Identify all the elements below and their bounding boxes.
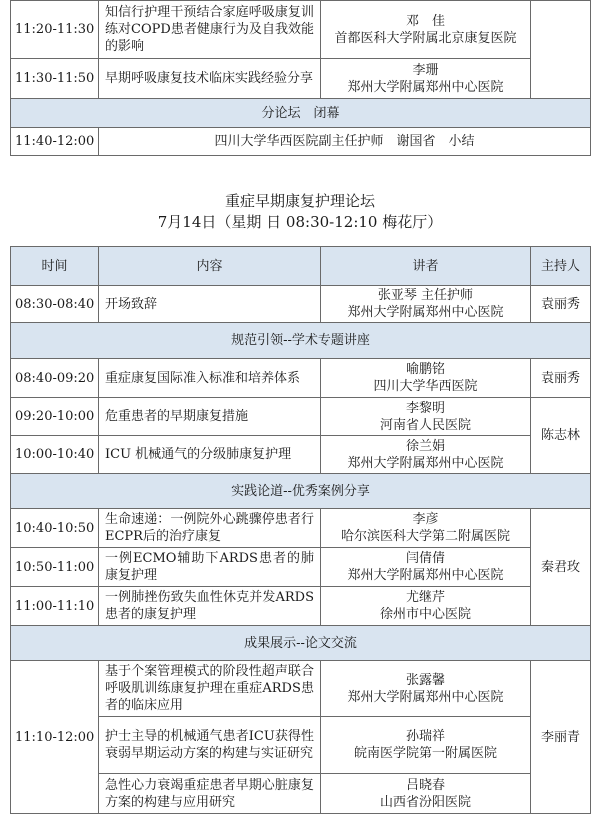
speaker-cell	[321, 717, 531, 774]
content-cell: 知信行护理干预结合家庭呼吸康复训练对COPD患者健康行为及自我效能的影响	[99, 1, 321, 59]
section-row-1	[11, 323, 591, 359]
speaker-org: 徐州市中心医院	[379, 607, 471, 622]
header-speaker: 讲者	[321, 247, 531, 286]
speaker-cell	[321, 1, 531, 59]
speaker-name: 徐兰娟	[405, 438, 445, 454]
speaker-cell	[321, 59, 531, 99]
host-cell: 秦君玫	[531, 509, 591, 626]
table-row	[11, 398, 591, 436]
speaker-cell	[321, 774, 531, 814]
table-row	[11, 548, 591, 587]
closing-summary: 四川大学华西医院副主任护师 谢国省 小结	[99, 128, 591, 156]
content-cell: 急性心力衰竭重症患者早期心脏康复方案的构建与应用研究	[99, 774, 321, 814]
table-row	[11, 1, 591, 59]
content-cell: 护士主导的机械通气患者ICU获得性衰弱早期运动方案的构建与实证研究	[99, 717, 321, 774]
table-row-opening	[11, 286, 591, 323]
host-cell: 陈志林	[531, 398, 591, 474]
content-cell: 重症康复国际准入标准和培养体系	[99, 359, 321, 398]
content-cell: 基于个案管理模式的阶段性超声联合呼吸肌训练康复护理在重症ARDS患者的临床应用	[99, 661, 321, 717]
content-cell: ICU 机械通气的分级肺康复护理	[99, 436, 321, 474]
speaker-org: 四川大学华西医院	[373, 379, 478, 394]
speaker-name: 李黎明	[405, 400, 445, 416]
content-cell: 一例ECMO辅助下ARDS患者的肺康复护理	[99, 548, 321, 587]
speaker-name: 喻鹏铭	[405, 362, 445, 377]
time-cell: 11:30-11:50	[11, 59, 99, 99]
speaker-cell	[321, 359, 531, 398]
speaker-org: 郑州大学附属郑州中心医院	[347, 568, 504, 583]
table-row	[11, 661, 591, 717]
speaker-name: 邓 佳	[405, 13, 445, 29]
speaker-cell	[321, 587, 531, 626]
content-cell: 一例肺挫伤致失血性休克并发ARDS患者的康复护理	[99, 587, 321, 626]
host-cell: 李丽青	[531, 661, 591, 814]
forum-title: 重症早期康复护理论坛	[224, 192, 375, 210]
host-cell: 袁丽秀	[531, 359, 591, 398]
table-row	[11, 509, 591, 548]
table-row	[11, 128, 591, 156]
speaker-name: 孙瑞祥	[405, 729, 445, 744]
section-title: 实践论道--优秀案例分享	[11, 474, 591, 509]
speaker-org: 首都医科大学附属北京康复医院	[334, 30, 517, 46]
header-time: 时间	[11, 247, 99, 286]
speaker-cell	[321, 398, 531, 436]
speaker-org: 哈尔滨医科大学第二附属医院	[340, 529, 510, 544]
speaker-org: 郑州大学附属郑州中心医院	[347, 79, 504, 95]
speaker-org: 河南省人民医院	[379, 417, 471, 433]
time-cell: 09:20-10:00	[11, 398, 99, 436]
time-cell: 08:40-09:20	[11, 359, 99, 398]
section-row-2	[11, 474, 591, 509]
speaker-name: 闫倩倩	[405, 551, 445, 566]
section-row-3	[11, 626, 591, 661]
table-row	[11, 587, 591, 626]
time-cell: 08:30-08:40	[11, 286, 99, 323]
host-cell	[531, 1, 591, 99]
time-cell: 10:00-10:40	[11, 436, 99, 474]
speaker-name: 李珊	[412, 62, 439, 78]
table-row	[11, 59, 591, 99]
speaker-cell	[321, 509, 531, 548]
speaker-org: 郑州大学附属郑州中心医院	[347, 689, 504, 705]
time-cell: 11:20-11:30	[11, 1, 99, 59]
content-cell: 危重患者的早期康复措施	[99, 398, 321, 436]
table-row	[11, 436, 591, 474]
host-cell: 袁丽秀	[531, 286, 591, 323]
speaker-name: 尤继芹	[405, 590, 445, 605]
speaker-name: 吕晓春	[405, 777, 445, 793]
section-title: 成果展示--论文交流	[11, 626, 591, 661]
section-row-closing	[11, 99, 591, 128]
header-content: 内容	[99, 247, 321, 286]
forum-schedule-table	[10, 246, 591, 814]
time-cell: 11:10-12:00	[11, 661, 99, 814]
speaker-name: 张露馨	[405, 672, 445, 688]
header-host: 主持人	[531, 247, 591, 286]
section-title: 规范引领--学术专题讲座	[11, 323, 591, 359]
content-cell: 生命速递：一例院外心跳骤停患者行ECPR后的治疗康复	[99, 509, 321, 548]
section-title: 分论坛 闭幕	[11, 99, 591, 128]
speaker-cell	[321, 436, 531, 474]
speaker-org: 郑州大学附属郑州中心医院	[347, 455, 504, 471]
speaker-org: 皖南医学院第一附属医院	[353, 746, 497, 761]
speaker-cell	[321, 661, 531, 717]
time-cell: 11:00-11:10	[11, 587, 99, 626]
speaker-org: 郑州大学附属郑州中心医院	[347, 305, 504, 320]
time-cell: 10:40-10:50	[11, 509, 99, 548]
content-cell: 早期呼吸康复技术临床实践经验分享	[99, 59, 321, 99]
forum-subtitle: 7月14日（星期 日 08:30-12:10 梅花厅）	[157, 213, 443, 231]
time-cell: 10:50-11:00	[11, 548, 99, 587]
content-cell: 开场致辞	[99, 286, 321, 323]
table-row	[11, 359, 591, 398]
speaker-cell	[321, 548, 531, 587]
speaker-org: 山西省汾阳医院	[379, 794, 471, 810]
speaker-name: 张亚琴 主任护师	[377, 288, 474, 303]
speaker-name: 李彦	[412, 512, 439, 527]
header-row	[11, 247, 591, 286]
time-cell: 11:40-12:00	[11, 128, 99, 156]
speaker-cell	[321, 286, 531, 323]
top-schedule-table	[10, 0, 591, 156]
